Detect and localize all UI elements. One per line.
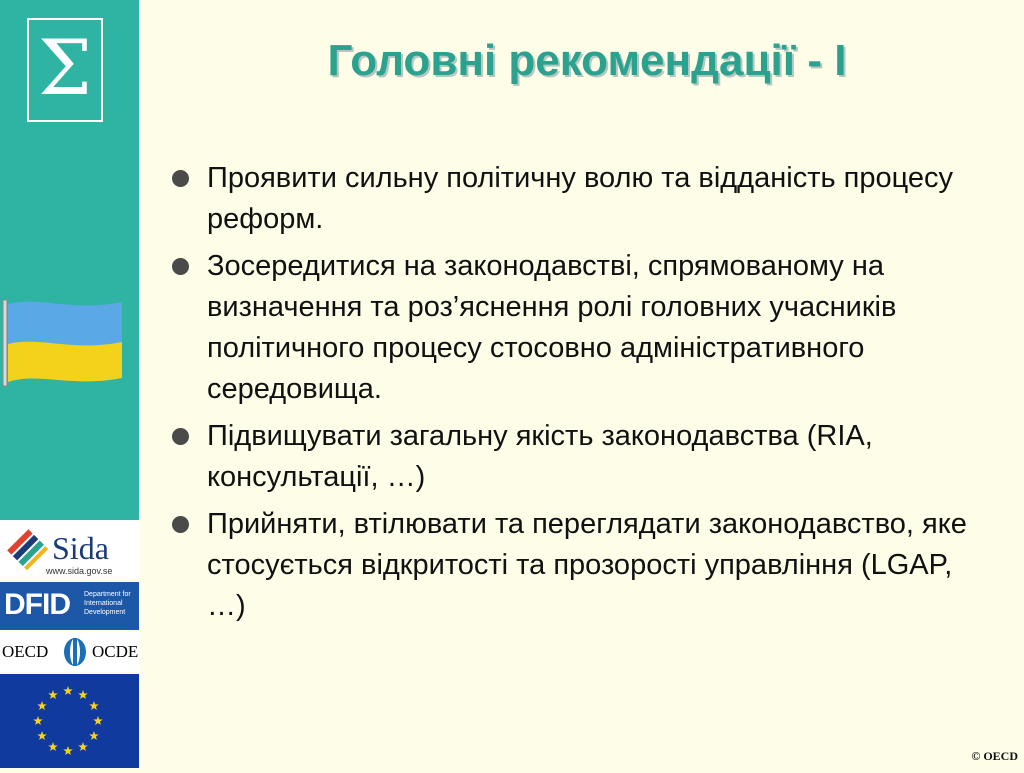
eu-star-icon [89,701,99,710]
eu-star-icon [37,731,47,740]
eu-star-icon [48,742,58,751]
bullet-text: Підвищувати загальну якість законодавства (RIA, консультації, …) [207,420,873,493]
bullet-text: Прийняти, втілювати та переглядати законодавство, яке стосується відкритості та прозорості управління (LGAP, …) [207,508,967,622]
eu-star-icon [63,686,73,695]
bullet-icon [172,428,189,445]
oecd-logo [0,632,139,672]
eu-stars-icon [0,674,139,768]
dfid-logo [0,582,139,630]
oecd-label: OECD [2,642,49,661]
eu-star-icon [48,690,58,699]
eu-star-icon [93,716,103,725]
slide-title: Головні рекомендації - І [327,36,847,85]
ocde-label: OCDE [92,642,139,661]
dfid-wordmark: DFID [4,588,70,621]
eu-star-icon [63,746,73,755]
eu-star-icon [33,716,43,725]
partner-logos [0,520,139,768]
eu-star-icon [78,690,88,699]
bullet-icon [172,170,189,187]
bullet-text: Проявити сильну політичну волю та відданість процесу реформ. [207,162,954,235]
dfid-subtitle: Department for International Development [84,591,131,616]
sigma-icon: Σ [38,23,92,112]
bullet-list [170,158,970,633]
eu-star-icon [78,742,88,751]
bullet-item [170,416,970,498]
eu-star-icon [89,731,99,740]
sida-wordmark: Sida [52,530,109,566]
copyright-notice: © OECD [971,749,1018,763]
sida-mark-icon [6,528,48,570]
bullet-text: Зосередитися на законодавстві, спрямованому на визначення та роз’яснення ролі головних учасників політичного процесу стосовно адміністративного середовища. [207,250,897,405]
bullet-icon [172,258,189,275]
oecd-mark-icon [60,636,90,668]
bullet-item [170,246,970,410]
sida-url: www.sida.gov.se [46,566,113,576]
eu-flag [0,674,139,768]
eu-star-icon [37,701,47,710]
ukraine-flag-icon [0,298,125,388]
bullet-icon [172,516,189,533]
sida-logo [0,520,139,580]
bullet-item [170,504,970,627]
bullet-item [170,158,970,240]
left-sidebar [0,0,139,520]
sigma-logo [27,18,103,122]
